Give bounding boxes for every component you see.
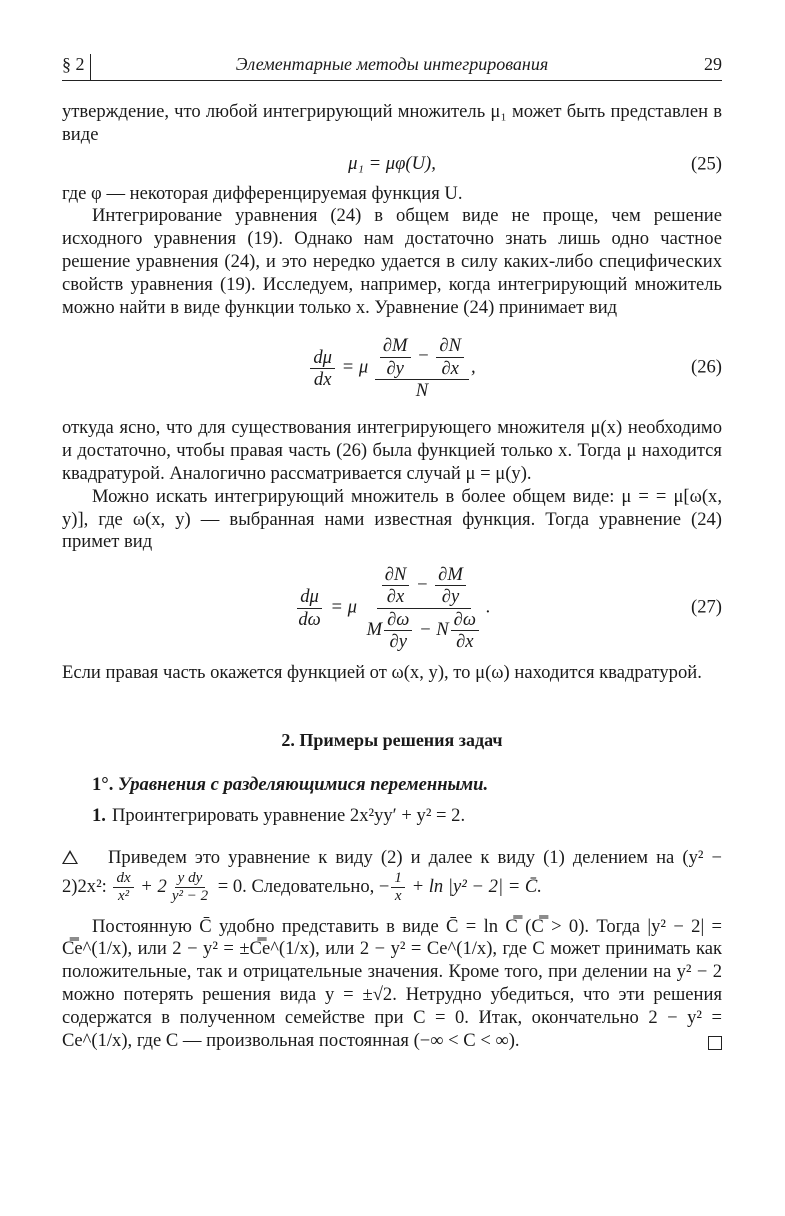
- solution-paragraph-1: Приведем это уравнение к виду (2) и далее к виду (1) делением на (y² − 2)2x²: $\frac{dx}{\text{x²}}$ + 2 $\frac{\text{y dy}}{\text{y² − 2}}$ = 0. Следовательно, − $\frac{1}{x}$ + ln |y² − 2| = C̄.: [62, 847, 722, 905]
- task-text: Проинтегрировать уравнение 2x²yy′ + y² = 2.: [111, 804, 466, 826]
- section-heading: 2. Примеры решения задач: [281, 729, 503, 750]
- equation-25-number: (25): [691, 153, 722, 175]
- page-number: 29: [704, 54, 722, 74]
- subsection-heading: [92, 774, 722, 797]
- paragraph-2: где φ — некоторая дифференцируемая функция U.: [62, 182, 463, 204]
- task-1: [92, 805, 722, 828]
- equation-27-body: $\frac{d\mu}{d\omega}$ = μ $\frac{\partial N}{\partial x}$ − $\frac{\partial M}{\partial y}$ M $\frac{\partial\omega}{\partial y}$ − N $\frac{\partial\omega}{\partial x}$ .: [298, 563, 491, 653]
- page: [62, 50, 722, 1052]
- equation-25-body: μ₁ = μφ(U),: [348, 153, 436, 175]
- equation-25: [62, 147, 722, 183]
- equation-26-number: (26): [691, 356, 722, 378]
- task-number: 1.: [92, 804, 106, 826]
- section-mark: § 2: [62, 54, 85, 74]
- equation-26: [62, 319, 722, 417]
- solution-text-c: + ln |y² − 2| = C̄.: [411, 876, 542, 898]
- paragraph-6: Если правая часть окажется функцией от ω(x, y), то μ(ω) находится квадратурой.: [62, 662, 702, 684]
- running-header: [62, 50, 722, 81]
- subsection-title: Уравнения с разделяющимися переменными.: [118, 773, 489, 795]
- paragraph-1: утверждение, что любой интегрирующий множитель μ₁ может быть представлен в виде: [62, 101, 722, 145]
- solution-text-2: Постоянную C̄ удобно представить в виде C̄ = ln C̿ (C̿ > 0). Тогда |y² − 2| = C̿e^(1/x), или 2 − y² = ±C̿e^(1/x), или 2 − y² = Ce^(1/x), где C может принимать как положительные, так и отрицательные значения. Кроме того, при делении на y² − 2 можно потерять решения вида y = ±√2. Нетрудно убедиться, что эти решения содержатся в полученном семействе при C = 0. Итак, окончательно 2 − y² = Ce^(1/x), где C — произвольная постоянная (−∞ < C < ∞).: [62, 915, 722, 1051]
- paragraph-3: Интегрирование уравнения (24) в общем виде не проще, чем решение исходного уравнения (19). Однако нам достаточно знать лишь одно частное решение уравнения (24), и это нередко удается в силу каких-либо специфических свойств уравнения (19). Исследуем, например, когда интегрирующий множитель можно найти в виде функции только x. Уравнение (24) принимает вид: [62, 205, 722, 318]
- end-of-proof-icon: [708, 1036, 722, 1050]
- paragraph-4: откуда ясно, что для существования интегрирующего множителя μ(x) необходимо и достаточно, чтобы правая часть (26) была функцией только x. Тогда μ находится квадратурой. Аналогично рассматривается случай μ = μ(y).: [62, 417, 722, 484]
- page-body: [62, 101, 722, 1052]
- solution-paragraph-2: [62, 916, 722, 1053]
- equation-26-body: $\frac{d\mu}{dx}$ = μ $\frac{\partial M}{\partial y}$ − $\frac{\partial N}{\partial x}$ N ,: [308, 335, 475, 401]
- solution-text-a: Приведем это уравнение к виду (2) и далее к виду (1) делением на (y² − 2)2x²:: [62, 847, 722, 898]
- header-title: Элементарные методы интегрирования: [235, 54, 549, 74]
- equation-27: [62, 554, 722, 662]
- subsection-number: 1°.: [92, 773, 114, 795]
- solution-text-b: = 0. Следовательно, −: [217, 876, 390, 898]
- solution-formula-1: $\frac{dx}{\text{x²}}$ + 2 $\frac{\text{y dy}}{\text{y² − 2}}$: [111, 876, 217, 897]
- triangle-icon: [62, 850, 78, 864]
- paragraph-5: Можно искать интегрирующий множитель в более общем виде: μ = = μ[ω(x, y)], где ω(x, y) — выбранная нами известная функция. Тогда уравнение (24) примет вид: [62, 485, 722, 553]
- equation-27-number: (27): [691, 596, 722, 618]
